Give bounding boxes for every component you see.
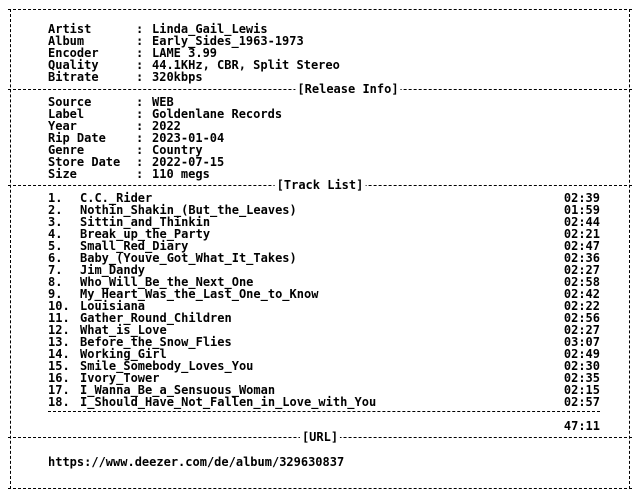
header-value: Early_Sides_1963-1973	[152, 34, 304, 48]
track-duration: 02:49	[563, 347, 600, 361]
track-title: I_Wanna_Be_a_Sensuous_Woman	[80, 383, 276, 397]
track-number: 14.	[48, 347, 70, 361]
header-key: Quality	[48, 58, 99, 72]
track-number: 3.	[48, 215, 63, 229]
track-title: Small_Red_Diary	[80, 239, 189, 253]
release-value: WEB	[152, 95, 174, 109]
track-number: 10.	[48, 299, 70, 313]
separator-colon: :	[136, 46, 144, 60]
header-row	[48, 71, 203, 83]
track-duration: 02:58	[563, 275, 600, 289]
separator-colon: :	[136, 143, 144, 157]
separator-colon: :	[136, 34, 144, 48]
release-value: 110 megs	[152, 167, 210, 181]
header-value: LAME 3.99	[152, 46, 218, 60]
track-number: 2.	[48, 203, 63, 217]
track-title: What_is_Love	[80, 323, 167, 337]
track-duration: 01:59	[563, 203, 600, 217]
track-number: 15.	[48, 359, 70, 373]
total-duration: 47:11	[563, 419, 600, 433]
release-info-title: [Release Info]	[297, 82, 399, 96]
track-number: 11.	[48, 311, 70, 325]
track-number: 13.	[48, 335, 70, 349]
track-duration: 02:56	[563, 311, 600, 325]
track-title: Who_Will_Be_the_Next_One	[80, 275, 254, 289]
track-number: 1.	[48, 191, 63, 205]
track-total-rule	[48, 411, 600, 412]
release-value: 2023-01-04	[152, 131, 225, 145]
frame-left-border	[10, 9, 11, 489]
release-value: 2022-07-15	[152, 155, 225, 169]
track-duration: 02:44	[563, 215, 600, 229]
header-value: 44.1KHz, CBR, Split Stereo	[152, 58, 340, 72]
track-duration: 02:15	[563, 383, 600, 397]
frame-bottom-border	[8, 488, 632, 489]
track-duration: 02:35	[563, 371, 600, 385]
track-duration: 02:57	[563, 395, 600, 409]
release-key: Genre	[48, 143, 85, 157]
separator-colon: :	[136, 95, 144, 109]
separator-colon: :	[136, 70, 144, 84]
release-key: Source	[48, 95, 92, 109]
release-key: Year	[48, 119, 77, 133]
track-duration: 02:22	[563, 299, 600, 313]
track-list-title: [Track List]	[276, 178, 364, 192]
track-title: Sittin_and_Thinkin	[80, 215, 211, 229]
track-number: 5.	[48, 239, 63, 253]
release-key: Label	[48, 107, 85, 121]
track-title: Nothin_Shakin_(But_the_Leaves)	[80, 203, 297, 217]
track-duration: 03:07	[563, 335, 600, 349]
album-url: https://www.deezer.com/de/album/329630837	[48, 455, 345, 469]
track-number: 12.	[48, 323, 70, 337]
track-duration: 02:21	[563, 227, 600, 241]
header-value: 320kbps	[152, 70, 203, 84]
track-number: 7.	[48, 263, 63, 277]
track-number: 6.	[48, 251, 63, 265]
track-title: Louisiana	[80, 299, 146, 313]
track-title: Baby_(Youve_Got_What_It_Takes)	[80, 251, 297, 265]
release-key: Store Date	[48, 155, 121, 169]
release-key: Size	[48, 167, 77, 181]
header-value: Linda_Gail_Lewis	[152, 22, 268, 36]
track-duration: 02:27	[563, 323, 600, 337]
header-key: Encoder	[48, 46, 99, 60]
track-number: 9.	[48, 287, 63, 301]
release-value: Country	[152, 143, 203, 157]
track-duration: 02:42	[563, 287, 600, 301]
frame-top-border	[8, 9, 632, 10]
track-number: 16.	[48, 371, 70, 385]
separator-colon: :	[136, 155, 144, 169]
url-title: [URL]	[301, 430, 339, 444]
track-number: 18.	[48, 395, 70, 409]
track-duration: 02:30	[563, 359, 600, 373]
separator-colon: :	[136, 107, 144, 121]
separator-colon: :	[136, 131, 144, 145]
track-title: Smile_Somebody_Loves_You	[80, 359, 254, 373]
separator-colon: :	[136, 58, 144, 72]
header-key: Bitrate	[48, 70, 99, 84]
track-duration: 02:47	[563, 239, 600, 253]
track-title: Working_Girl	[80, 347, 167, 361]
separator-colon: :	[136, 167, 144, 181]
track-title: Gather_Round_Children	[80, 311, 232, 325]
header-key: Album	[48, 34, 85, 48]
track-duration: 02:39	[563, 191, 600, 205]
track-title: My_Heart_Was_the_Last_One_to_Know	[80, 287, 319, 301]
track-number: 17.	[48, 383, 70, 397]
separator-colon: :	[136, 119, 144, 133]
track-row	[48, 396, 600, 408]
track-duration: 02:36	[563, 251, 600, 265]
track-title: Break_up_the_Party	[80, 227, 211, 241]
track-title: C.C._Rider	[80, 191, 153, 205]
nfo-document	[8, 9, 632, 489]
track-title: I_Should_Have_Not_Fallen_in_Love_with_You	[80, 395, 377, 409]
release-row	[48, 168, 210, 180]
release-value: 2022	[152, 119, 181, 133]
track-title: Before_the_Snow_Flies	[80, 335, 232, 349]
track-number: 8.	[48, 275, 63, 289]
frame-right-border	[629, 9, 630, 489]
track-title: Jim_Dandy	[80, 263, 146, 277]
release-value: Goldenlane Records	[152, 107, 283, 121]
header-key: Artist	[48, 22, 92, 36]
separator-colon: :	[136, 22, 144, 36]
track-number: 4.	[48, 227, 63, 241]
track-title: Ivory_Tower	[80, 371, 160, 385]
release-key: Rip Date	[48, 131, 106, 145]
track-duration: 02:27	[563, 263, 600, 277]
